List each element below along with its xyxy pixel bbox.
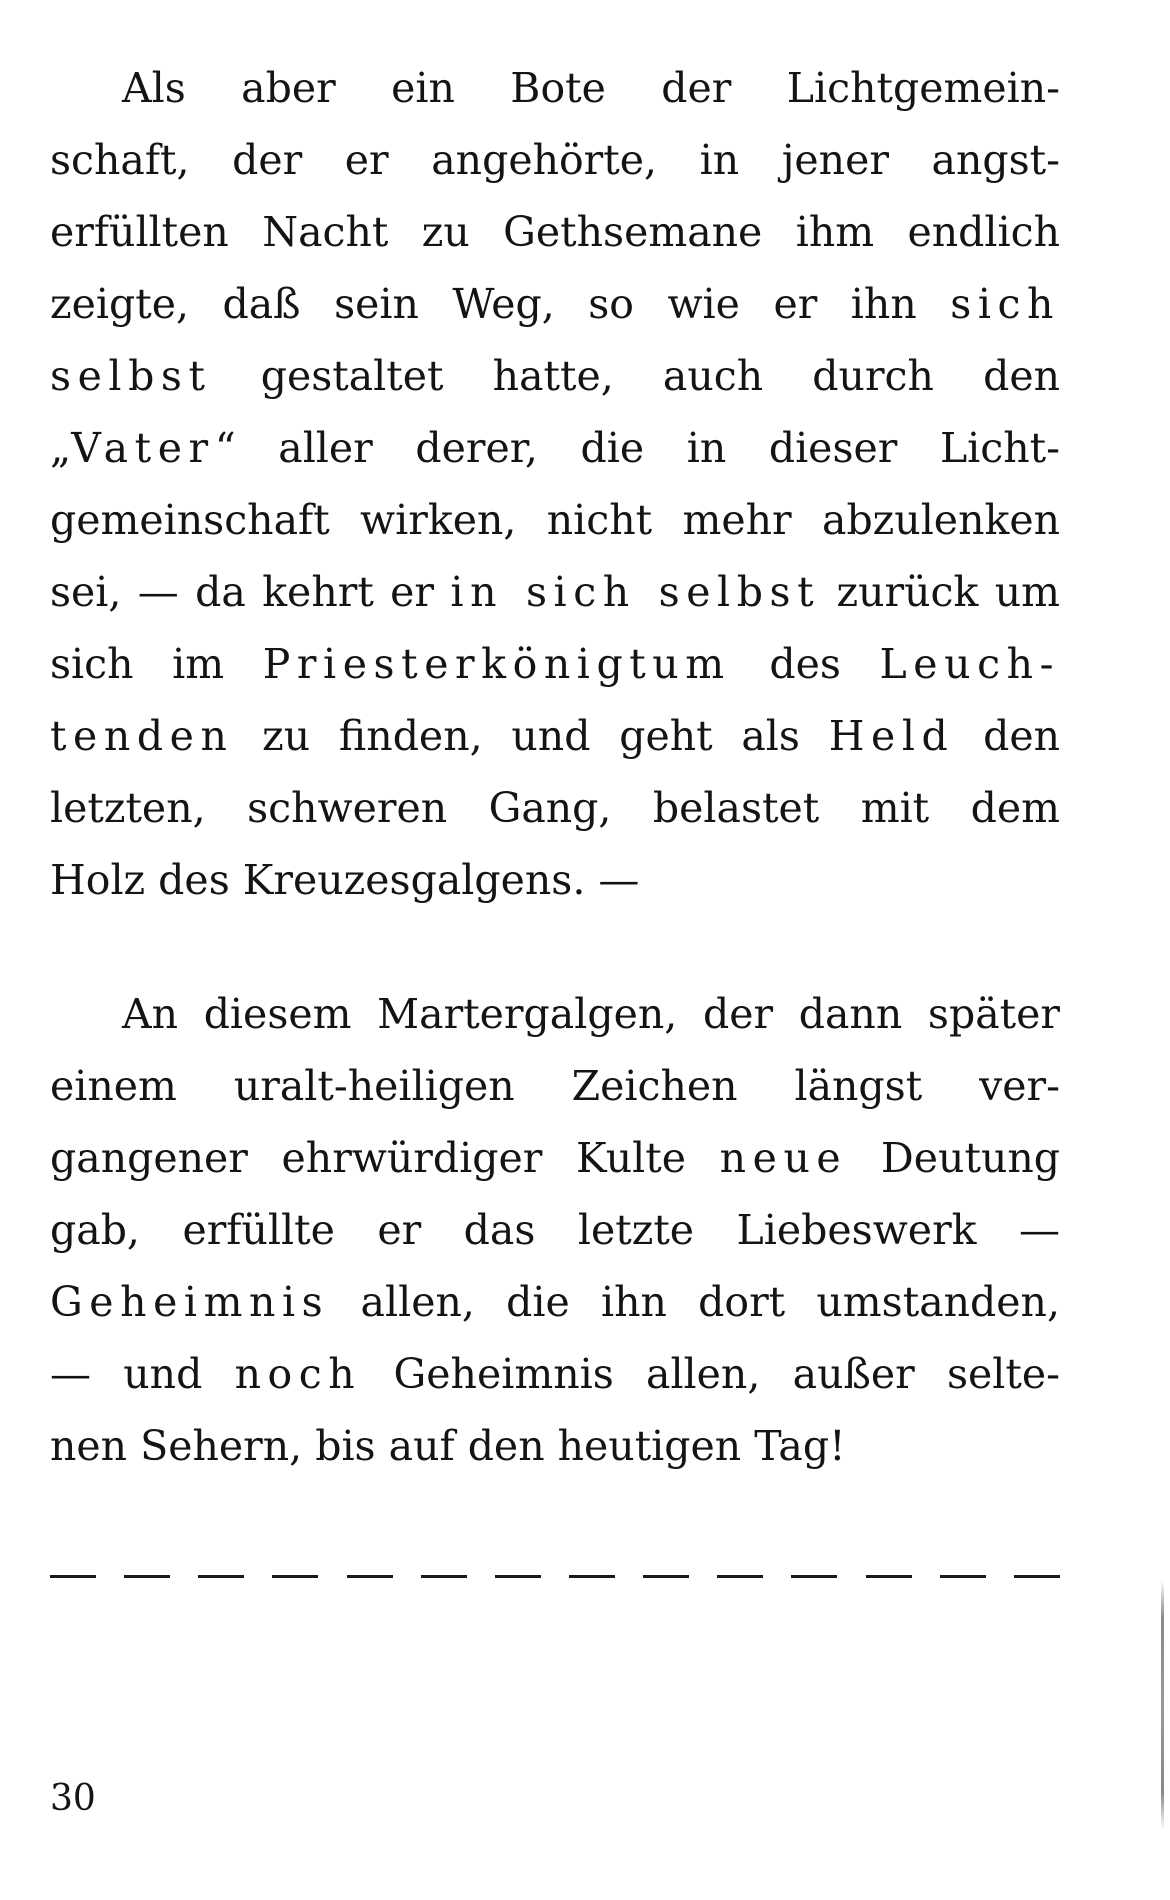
text-line: Als aber ein Bote der Lichtgemein- xyxy=(122,64,1060,112)
text-line: nen Sehern, bis auf den heutigen Tag! xyxy=(50,1422,846,1470)
text-line: selbst gestaltet hatte, auch durch den xyxy=(50,352,1060,400)
text-line: schaft, der er angehörte, in jener angst- xyxy=(50,136,1060,184)
text-line: „Vater“ aller derer, die in dieser Licht- xyxy=(50,424,1060,472)
separator-dash xyxy=(421,1575,467,1578)
text-line: einem uralt-heiligen Zeichen längst ver- xyxy=(50,1062,1060,1110)
separator-dash xyxy=(569,1575,615,1578)
dashed-separator xyxy=(50,1575,1060,1578)
text-line: gab, erfüllte er das letzte Liebeswerk — xyxy=(50,1206,1060,1254)
text-line: sei, — da kehrt er in sich selbst zurück um xyxy=(50,568,1060,616)
text-line: Holz des Kreuzesgalgens. — xyxy=(50,856,640,904)
separator-dash xyxy=(866,1575,912,1578)
separator-dash xyxy=(495,1575,541,1578)
spaced-emphasis: Held xyxy=(828,712,955,760)
separator-dash xyxy=(1014,1575,1060,1578)
text-line: — und noch Geheimnis allen, außer selte- xyxy=(50,1350,1060,1398)
separator-dash xyxy=(717,1575,763,1578)
spaced-emphasis: Priesterkönigtum xyxy=(262,640,731,688)
separator-dash xyxy=(940,1575,986,1578)
text-line: zeigte, daß sein Weg, so wie er ihn sich xyxy=(50,280,1060,328)
spaced-emphasis: Geheimnis xyxy=(50,1278,330,1326)
text-line: erfüllten Nacht zu Gethsemane ihm endlich xyxy=(50,208,1060,256)
spaced-emphasis: noch xyxy=(234,1350,362,1398)
paragraph-1 xyxy=(50,52,1060,916)
spaced-emphasis: sich xyxy=(950,280,1060,328)
separator-dash xyxy=(791,1575,837,1578)
separator-dash xyxy=(50,1575,96,1578)
text-line: gemeinschaft wirken, nicht mehr abzulenken xyxy=(50,496,1060,544)
spaced-emphasis: in sich selbst xyxy=(450,568,821,616)
text-line: letzten, schweren Gang, belastet mit dem xyxy=(50,784,1060,832)
separator-dash xyxy=(198,1575,244,1578)
page-edge-mark xyxy=(1161,1580,1164,1830)
text-line: sich im Priesterkönigtum des Leuch- xyxy=(50,640,1060,688)
text-line: An diesem Martergalgen, der dann später xyxy=(122,990,1060,1038)
text-line: Geheimnis allen, die ihn dort umstanden, xyxy=(50,1278,1060,1326)
page-number: 30 xyxy=(50,1778,96,1819)
separator-dash xyxy=(347,1575,393,1578)
separator-dash xyxy=(272,1575,318,1578)
spaced-emphasis: Vater xyxy=(71,424,215,472)
separator-dash xyxy=(643,1575,689,1578)
separator-dash xyxy=(124,1575,170,1578)
text-line: tenden zu finden, und geht als Held den xyxy=(50,712,1060,760)
spaced-emphasis: selbst xyxy=(50,352,212,400)
spaced-emphasis: neue xyxy=(719,1134,848,1182)
spaced-emphasis: tenden xyxy=(50,712,234,760)
text-line: gangener ehrwürdiger Kulte neue Deutung xyxy=(50,1134,1060,1182)
spaced-emphasis: Leuch- xyxy=(879,640,1060,688)
paragraph-2 xyxy=(50,978,1060,1482)
